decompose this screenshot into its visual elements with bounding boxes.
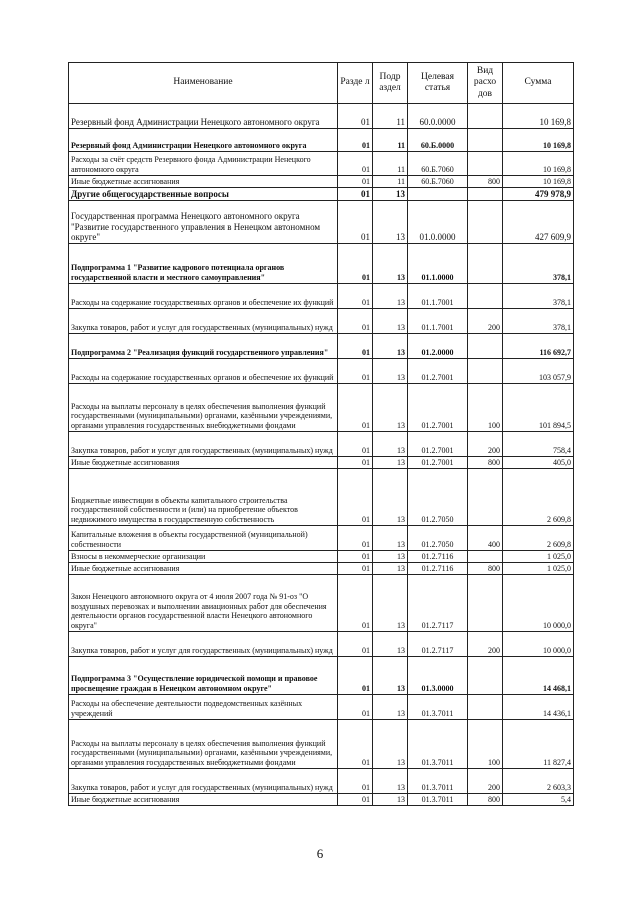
table-row xyxy=(69,469,574,526)
row-sum-cell: 479 978,9 xyxy=(503,188,574,201)
row-subsection-cell: 13 xyxy=(373,334,408,359)
row-name-cell: Резервный фонд Администрации Ненецкого автономного округа xyxy=(69,104,338,129)
row-expense-type-cell: 100 xyxy=(468,384,503,432)
row-name-cell: Закупка товаров, работ и услуг для государственных (муниципальных) нужд xyxy=(69,632,338,657)
row-sum-cell: 14 468,1 xyxy=(503,657,574,695)
row-subsection-cell: 13 xyxy=(373,563,408,575)
row-target-cell: 01.1.7001 xyxy=(408,309,468,334)
table-row xyxy=(69,244,574,284)
row-name-cell: Капитальные вложения в объекты государственной (муниципальной) собственности xyxy=(69,526,338,551)
table-row xyxy=(69,769,574,794)
row-section-cell: 01 xyxy=(338,769,373,794)
row-target-cell: 01.3.7011 xyxy=(408,695,468,720)
row-expense-type-cell xyxy=(468,104,503,129)
row-sum-cell: 11 827,4 xyxy=(503,720,574,769)
header-target-article: Целевая статья xyxy=(408,63,468,104)
row-section-cell: 01 xyxy=(338,201,373,244)
row-subsection-cell: 13 xyxy=(373,794,408,806)
row-target-cell: 01.2.7001 xyxy=(408,384,468,432)
row-section-cell: 01 xyxy=(338,632,373,657)
row-section-cell: 01 xyxy=(338,176,373,188)
row-target-cell: 01.2.7001 xyxy=(408,359,468,384)
row-name-cell: Расходы на обеспечение деятельности подведомственных казённых учреждений xyxy=(69,695,338,720)
row-sum-cell: 10 000,0 xyxy=(503,632,574,657)
row-subsection-cell: 11 xyxy=(373,129,408,152)
row-expense-type-cell: 800 xyxy=(468,563,503,575)
row-name-cell: Подпрограмма 2 "Реализация функций государственного управления" xyxy=(69,334,338,359)
table-row xyxy=(69,794,574,806)
row-sum-cell: 10 169,8 xyxy=(503,129,574,152)
row-section-cell: 01 xyxy=(338,457,373,469)
row-section-cell: 01 xyxy=(338,551,373,563)
row-section-cell: 01 xyxy=(338,657,373,695)
row-subsection-cell: 13 xyxy=(373,769,408,794)
row-name-cell: Закупка товаров, работ и услуг для государственных (муниципальных) нужд xyxy=(69,769,338,794)
row-subsection-cell: 13 xyxy=(373,457,408,469)
row-name-cell: Расходы на содержание государственных органов и обеспечение их функций xyxy=(69,359,338,384)
table-row xyxy=(69,188,574,201)
row-subsection-cell: 13 xyxy=(373,284,408,309)
row-expense-type-cell xyxy=(468,152,503,176)
row-subsection-cell: 13 xyxy=(373,432,408,457)
row-expense-type-cell: 100 xyxy=(468,720,503,769)
row-name-cell: Иные бюджетные ассигнования xyxy=(69,176,338,188)
row-expense-type-cell xyxy=(468,188,503,201)
row-target-cell: 01.2.7116 xyxy=(408,563,468,575)
row-name-cell: Подпрограмма 1 "Развитие кадрового потенциала органов государственной власти и местного самоуправления" xyxy=(69,244,338,284)
row-target-cell xyxy=(408,188,468,201)
row-subsection-cell: 11 xyxy=(373,152,408,176)
row-target-cell: 01.2.7117 xyxy=(408,632,468,657)
row-name-cell: Закупка товаров, работ и услуг для государственных (муниципальных) нужд xyxy=(69,309,338,334)
table-row xyxy=(69,152,574,176)
row-expense-type-cell: 200 xyxy=(468,769,503,794)
header-section: Разде л xyxy=(338,63,373,104)
row-sum-cell: 10 169,8 xyxy=(503,152,574,176)
table-row xyxy=(69,695,574,720)
row-sum-cell: 2 609,8 xyxy=(503,526,574,551)
row-target-cell: 01.2.7001 xyxy=(408,432,468,457)
table-row xyxy=(69,359,574,384)
row-expense-type-cell xyxy=(468,201,503,244)
row-sum-cell: 405,0 xyxy=(503,457,574,469)
row-expense-type-cell: 800 xyxy=(468,794,503,806)
row-target-cell: 01.2.7050 xyxy=(408,469,468,526)
row-subsection-cell: 13 xyxy=(373,309,408,334)
row-expense-type-cell xyxy=(468,695,503,720)
table-row xyxy=(69,284,574,309)
table-row xyxy=(69,334,574,359)
row-sum-cell: 101 894,5 xyxy=(503,384,574,432)
row-section-cell: 01 xyxy=(338,359,373,384)
row-expense-type-cell: 200 xyxy=(468,432,503,457)
row-target-cell: 60.0.0000 xyxy=(408,104,468,129)
table-row xyxy=(69,104,574,129)
table-row xyxy=(69,551,574,563)
row-expense-type-cell xyxy=(468,359,503,384)
row-expense-type-cell: 800 xyxy=(468,457,503,469)
row-section-cell: 01 xyxy=(338,284,373,309)
row-expense-type-cell: 800 xyxy=(468,176,503,188)
row-name-cell: Закупка товаров, работ и услуг для государственных (муниципальных) нужд xyxy=(69,432,338,457)
row-section-cell: 01 xyxy=(338,575,373,632)
row-target-cell: 01.1.0000 xyxy=(408,244,468,284)
row-subsection-cell: 13 xyxy=(373,720,408,769)
row-expense-type-cell xyxy=(468,129,503,152)
row-sum-cell: 10 169,8 xyxy=(503,176,574,188)
row-sum-cell: 2 603,3 xyxy=(503,769,574,794)
row-target-cell: 01.1.7001 xyxy=(408,284,468,309)
row-section-cell: 01 xyxy=(338,152,373,176)
row-subsection-cell: 13 xyxy=(373,244,408,284)
table-row xyxy=(69,309,574,334)
row-section-cell: 01 xyxy=(338,384,373,432)
table-row xyxy=(69,632,574,657)
row-name-cell: Расходы за счёт средств Резервного фонда Администрации Ненецкого автономного округа xyxy=(69,152,338,176)
row-target-cell: 60.Б.7060 xyxy=(408,176,468,188)
row-name-cell: Иные бюджетные ассигнования xyxy=(69,563,338,575)
row-name-cell: Иные бюджетные ассигнования xyxy=(69,457,338,469)
table-row xyxy=(69,432,574,457)
row-expense-type-cell: 200 xyxy=(468,632,503,657)
row-target-cell: 01.2.7116 xyxy=(408,551,468,563)
row-target-cell: 60.Б.0000 xyxy=(408,129,468,152)
row-subsection-cell: 11 xyxy=(373,104,408,129)
row-target-cell: 01.3.7011 xyxy=(408,794,468,806)
row-section-cell: 01 xyxy=(338,244,373,284)
row-section-cell: 01 xyxy=(338,432,373,457)
table-row xyxy=(69,563,574,575)
row-expense-type-cell xyxy=(468,575,503,632)
row-sum-cell: 10 000,0 xyxy=(503,575,574,632)
row-section-cell: 01 xyxy=(338,563,373,575)
row-subsection-cell: 13 xyxy=(373,575,408,632)
table-row xyxy=(69,201,574,244)
table-row xyxy=(69,720,574,769)
row-name-cell: Государственная программа Ненецкого автономного округа "Развитие государственного управления в Ненецком автономном округе" xyxy=(69,201,338,244)
row-section-cell: 01 xyxy=(338,794,373,806)
row-sum-cell: 14 436,1 xyxy=(503,695,574,720)
row-expense-type-cell xyxy=(468,469,503,526)
table-body xyxy=(69,104,574,806)
row-subsection-cell: 11 xyxy=(373,176,408,188)
row-target-cell: 01.2.0000 xyxy=(408,334,468,359)
row-target-cell: 01.3.0000 xyxy=(408,657,468,695)
row-sum-cell: 1 025,0 xyxy=(503,563,574,575)
row-section-cell: 01 xyxy=(338,104,373,129)
row-sum-cell: 378,1 xyxy=(503,244,574,284)
row-target-cell: 60.Б.7060 xyxy=(408,152,468,176)
table-row xyxy=(69,657,574,695)
row-name-cell: Закон Ненецкого автономного округа от 4 июля 2007 года № 91-оз "О воздушных перевозках и выполнении авиационных работ для обеспечения деятельности органов государственной власти Ненецкого автономного округа" xyxy=(69,575,338,632)
table-row xyxy=(69,384,574,432)
row-section-cell: 01 xyxy=(338,695,373,720)
row-target-cell: 01.0.0000 xyxy=(408,201,468,244)
row-section-cell: 01 xyxy=(338,720,373,769)
row-subsection-cell: 13 xyxy=(373,384,408,432)
table-row xyxy=(69,526,574,551)
row-sum-cell: 758,4 xyxy=(503,432,574,457)
row-name-cell: Резервный фонд Администрации Ненецкого автономного округа xyxy=(69,129,338,152)
row-name-cell: Взносы в некоммерческие организации xyxy=(69,551,338,563)
row-expense-type-cell xyxy=(468,657,503,695)
row-expense-type-cell xyxy=(468,551,503,563)
row-expense-type-cell xyxy=(468,284,503,309)
row-subsection-cell: 13 xyxy=(373,469,408,526)
row-sum-cell: 378,1 xyxy=(503,284,574,309)
row-section-cell: 01 xyxy=(338,129,373,152)
row-subsection-cell: 13 xyxy=(373,201,408,244)
row-expense-type-cell xyxy=(468,244,503,284)
row-name-cell: Бюджетные инвестиции в объекты капитального строительства государственной собственности и (или) на приобретение объектов недвижимого имущества в государственную собственность xyxy=(69,469,338,526)
row-sum-cell: 2 609,8 xyxy=(503,469,574,526)
row-sum-cell: 5,4 xyxy=(503,794,574,806)
page-number: 6 xyxy=(316,846,324,861)
row-expense-type-cell: 400 xyxy=(468,526,503,551)
row-section-cell: 01 xyxy=(338,334,373,359)
row-subsection-cell: 13 xyxy=(373,632,408,657)
row-sum-cell: 10 169,8 xyxy=(503,104,574,129)
row-subsection-cell: 13 xyxy=(373,657,408,695)
row-target-cell: 01.2.7001 xyxy=(408,457,468,469)
header-subsection: Подр аздел xyxy=(373,63,408,104)
header-sum: Сумма xyxy=(503,63,574,104)
row-name-cell: Расходы на содержание государственных органов и обеспечение их функций xyxy=(69,284,338,309)
row-name-cell: Другие общегосударственные вопросы xyxy=(69,188,338,201)
row-subsection-cell: 13 xyxy=(373,188,408,201)
budget-table xyxy=(68,62,574,806)
row-section-cell: 01 xyxy=(338,526,373,551)
row-sum-cell: 103 057,9 xyxy=(503,359,574,384)
row-target-cell: 01.2.7117 xyxy=(408,575,468,632)
row-sum-cell: 1 025,0 xyxy=(503,551,574,563)
table-row xyxy=(69,575,574,632)
row-section-cell: 01 xyxy=(338,469,373,526)
table-row xyxy=(69,176,574,188)
header-name: Наименование xyxy=(69,63,338,104)
row-subsection-cell: 13 xyxy=(373,695,408,720)
table-row xyxy=(69,129,574,152)
header-expense-type: Вид расхо дов xyxy=(468,63,503,104)
row-sum-cell: 116 692,7 xyxy=(503,334,574,359)
table-row xyxy=(69,457,574,469)
row-sum-cell: 378,1 xyxy=(503,309,574,334)
row-expense-type-cell xyxy=(468,334,503,359)
row-name-cell: Расходы на выплаты персоналу в целях обеспечения выполнения функций государственными (муниципальными) органами, казёнными учреждениями, органами управления государственных внебюджетными фондами xyxy=(69,384,338,432)
row-target-cell: 01.3.7011 xyxy=(408,720,468,769)
row-target-cell: 01.2.7050 xyxy=(408,526,468,551)
row-subsection-cell: 13 xyxy=(373,526,408,551)
table-header-row xyxy=(69,63,574,104)
row-section-cell: 01 xyxy=(338,309,373,334)
row-name-cell: Иные бюджетные ассигнования xyxy=(69,794,338,806)
row-subsection-cell: 13 xyxy=(373,359,408,384)
row-section-cell: 01 xyxy=(338,188,373,201)
row-expense-type-cell: 200 xyxy=(468,309,503,334)
row-subsection-cell: 13 xyxy=(373,551,408,563)
row-name-cell: Подпрограмма 3 "Осуществление юридической помощи и правовое просвещение граждан в Ненецком автономном округе" xyxy=(69,657,338,695)
row-name-cell: Расходы на выплаты персоналу в целях обеспечения выполнения функций государственными (муниципальными) органами, казёнными учреждениями, органами управления государственных внебюджетными фондами xyxy=(69,720,338,769)
row-target-cell: 01.3.7011 xyxy=(408,769,468,794)
row-sum-cell: 427 609,9 xyxy=(503,201,574,244)
